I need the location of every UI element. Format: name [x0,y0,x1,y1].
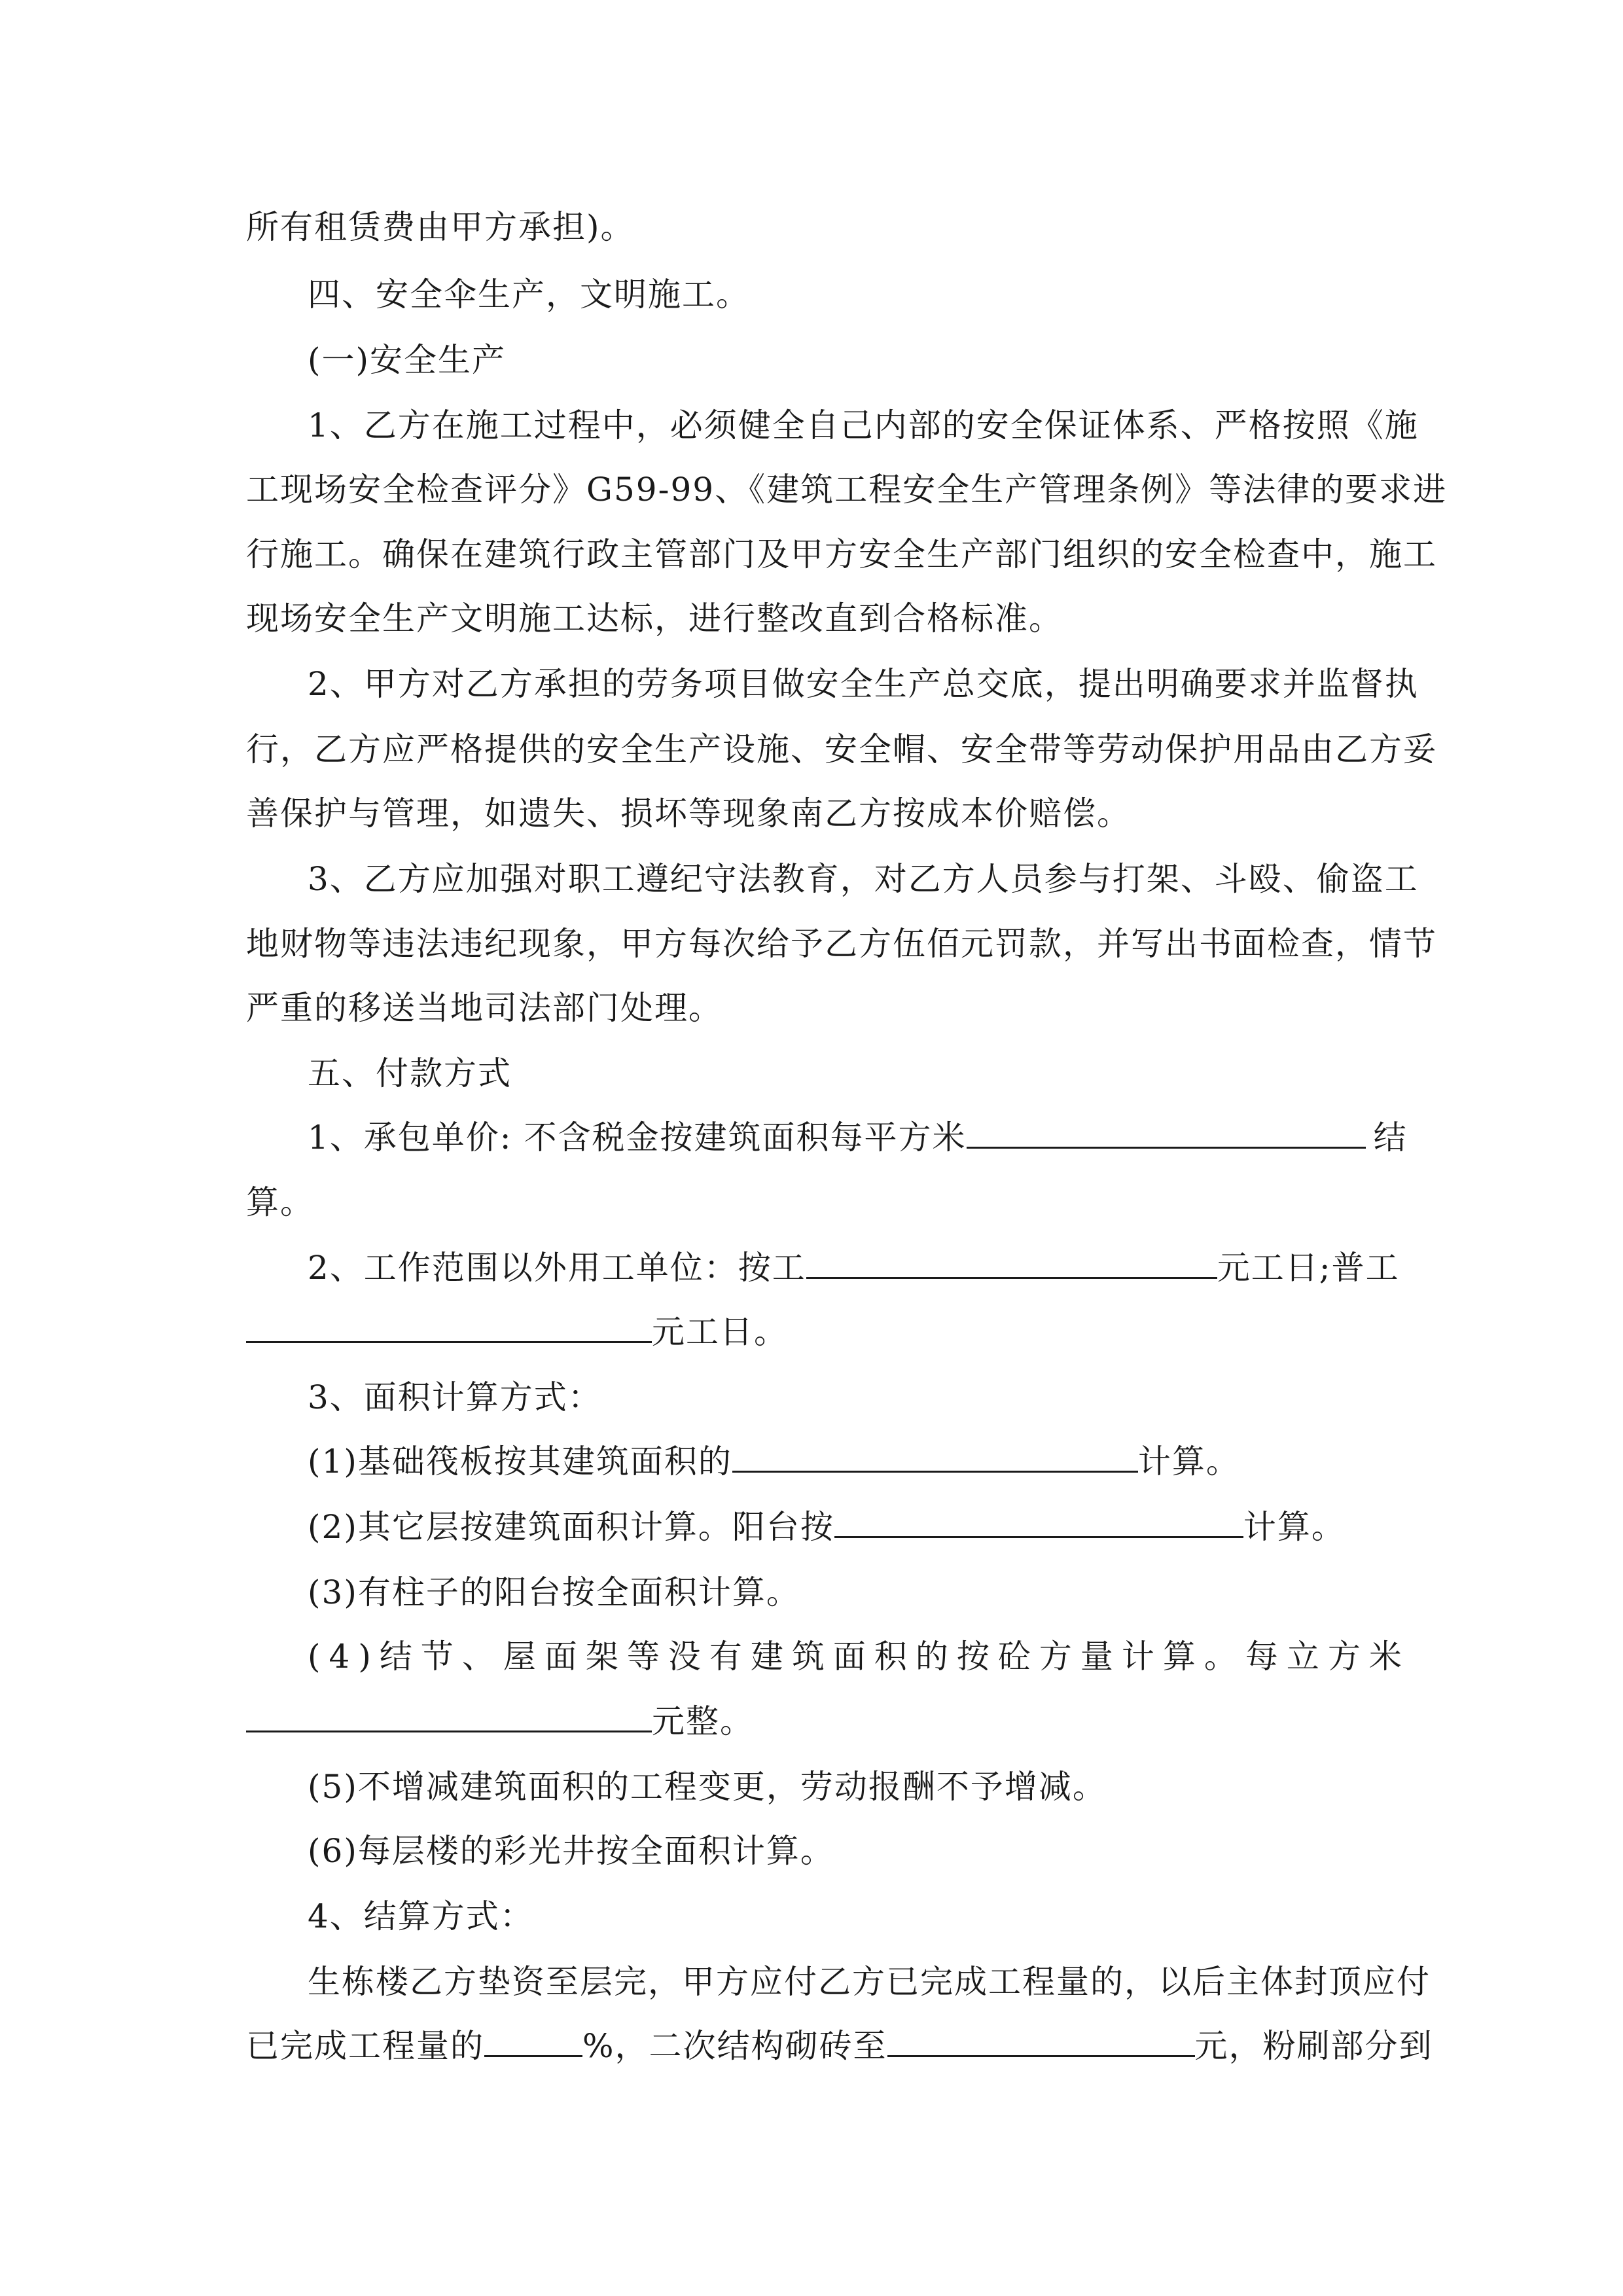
paragraph-line: 严重的移送当地司法部门处理。 [246,989,722,1027]
area-item-2-suffix: 计算。 [1243,1508,1346,1546]
paragraph-line: 工现场安全检查评分》G59-99、《建筑工程安全生产管理条例》等法律的要求进 [246,471,1448,509]
paragraph-line: 2、甲方对乙方承担的劳务项目做安全生产总交底，提出明确要求并监督执 [308,665,1419,703]
section-heading-payment: 五、付款方式 [308,1054,512,1092]
unit-price-blank[interactable] [967,1107,1366,1149]
area-item-1-label: (1)基础筏板按其建筑面积的 [308,1443,732,1480]
paragraph-line: 算。 [246,1183,314,1221]
paragraph-line: 行，乙方应严格提供的安全生产设施、安全帽、安全带等劳动保护用品由乙方妥 [246,730,1437,768]
masonry-amount-blank[interactable] [887,2016,1195,2057]
paragraph-line: 3、乙方应加强对职工遵纪守法教育，对乙方人员参与打架、斗殴、偷盗工 [308,860,1419,898]
foundation-ratio-blank[interactable] [732,1431,1138,1473]
section-heading-safety: 四、安全伞生产，文明施工。 [308,276,750,314]
paragraph-line: 善保护与管理，如遗失、损坏等现象南乙方按成本价赔偿。 [246,795,1131,833]
area-item-4: (4)结节、屋面架等没有建筑面积的按砼方量计算。每立方米 [308,1638,1410,1676]
paragraph-line: 生栋楼乙方垫资至层完，甲方应付乙方已完成工程量的，以后主体封顶应付 [308,1963,1431,2001]
general-labor-line [246,1299,1377,1365]
subsection-heading-safety-production: (一)安全生产 [308,341,507,379]
extra-labor-suffix: 元工日;普工 [1217,1249,1400,1287]
paragraph-line: 1、乙方在施工过程中，必须健全自己内部的安全保证体系、严格按照《施 [308,406,1419,444]
extra-labor-line [308,1235,1400,1300]
area-item-4-continued [246,1689,1377,1754]
area-item-4-suffix: 元整。 [652,1702,754,1740]
skilled-labor-rate-blank[interactable] [806,1238,1217,1279]
general-labor-rate-blank[interactable] [246,1302,652,1343]
settlement-label: 已完成工程量的 [246,2027,484,2065]
extra-labor-label: 2、工作范围以外用工单位：按工 [308,1249,806,1287]
area-item-5: (5)不增减建筑面积的工程变更，劳动报酬不予增减。 [308,1768,1107,1806]
balcony-ratio-blank[interactable] [834,1497,1243,1538]
settlement-mid: %，二次结构砌砖至 [582,2027,887,2065]
general-labor-suffix: 元工日。 [652,1313,788,1351]
area-item-2-label: (2)其它层按建筑面积计算。阳台按 [308,1508,834,1546]
area-item-1 [308,1429,1377,1494]
contract-price-suffix: 结 [1373,1119,1408,1157]
area-calc-heading: 3、面积计算方式： [308,1378,602,1416]
area-item-3: (3)有柱子的阳台按全面积计算。 [308,1573,800,1611]
contract-price-label: 1、承包单价: 不含税金按建筑面积每平方米 [308,1119,967,1157]
paragraph-line: 地财物等违法违纪现象，甲方每次给予乙方伍佰元罚款，并写出书面检查，情节 [246,925,1437,963]
concrete-rate-blank[interactable] [246,1691,652,1732]
paragraph-line: 行施工。确保在建筑行政主管部门及甲方安全生产部门组织的安全检查中，施工 [246,535,1437,573]
area-item-2 [308,1494,1377,1560]
settlement-heading: 4、结算方式： [308,1897,534,1935]
settlement-line [246,2013,1433,2079]
paragraph-line: 现场安全生产文明施工达标，进行整改直到合格标准。 [246,600,1063,637]
settlement-suffix: 元，粉刷部分到 [1194,2027,1433,2065]
paragraph-line: 所有租赁费由甲方承担)。 [246,208,635,246]
area-item-1-suffix: 计算。 [1137,1443,1240,1480]
percent-blank[interactable] [484,2016,582,2057]
area-item-6: (6)每层楼的彩光井按全面积计算。 [308,1832,834,1870]
contract-price-line [308,1105,1408,1170]
